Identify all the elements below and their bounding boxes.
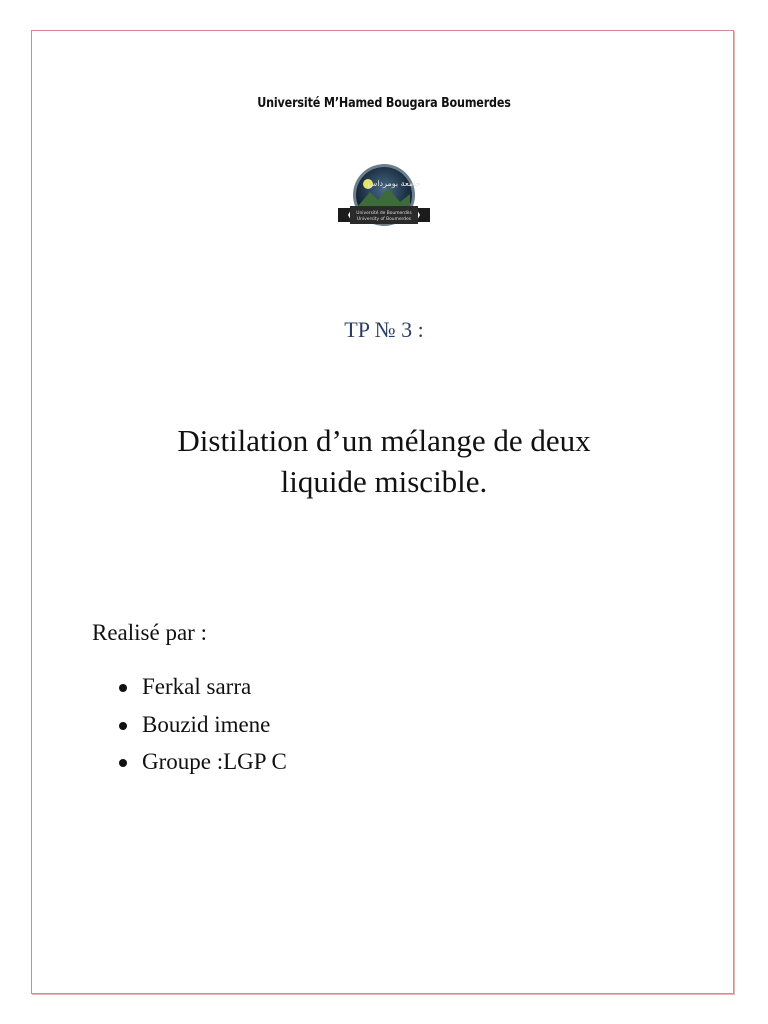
bullet-icon	[119, 684, 127, 692]
list-item	[118, 743, 287, 781]
list-item	[118, 706, 287, 744]
authors-list	[118, 668, 287, 781]
group-label: Groupe :LGP C	[142, 749, 287, 774]
document-title	[100, 420, 668, 502]
university-name: Université M’Hamed Bougara Boumerdes	[257, 96, 511, 111]
university-seal-icon	[338, 162, 430, 236]
tp-number: TP № 3 :	[344, 317, 424, 342]
author-name: Ferkal sarra	[142, 674, 252, 699]
seal-ribbon-line1: Université de Boumerdès	[356, 211, 412, 216]
title-line-2: liquide miscible.	[280, 464, 488, 499]
bullet-icon	[119, 722, 127, 730]
title-line-1: Distilation d’un mélange de deux	[177, 423, 591, 458]
author-name: Bouzid imene	[142, 711, 271, 737]
list-item	[118, 668, 287, 706]
seal-ribbon-line2: University of Boumerdes	[356, 217, 412, 222]
bullet-icon	[119, 759, 127, 767]
authors-intro: Realisé par :	[92, 620, 207, 645]
seal-arabic-text: جامعة بومرداس	[367, 179, 421, 188]
